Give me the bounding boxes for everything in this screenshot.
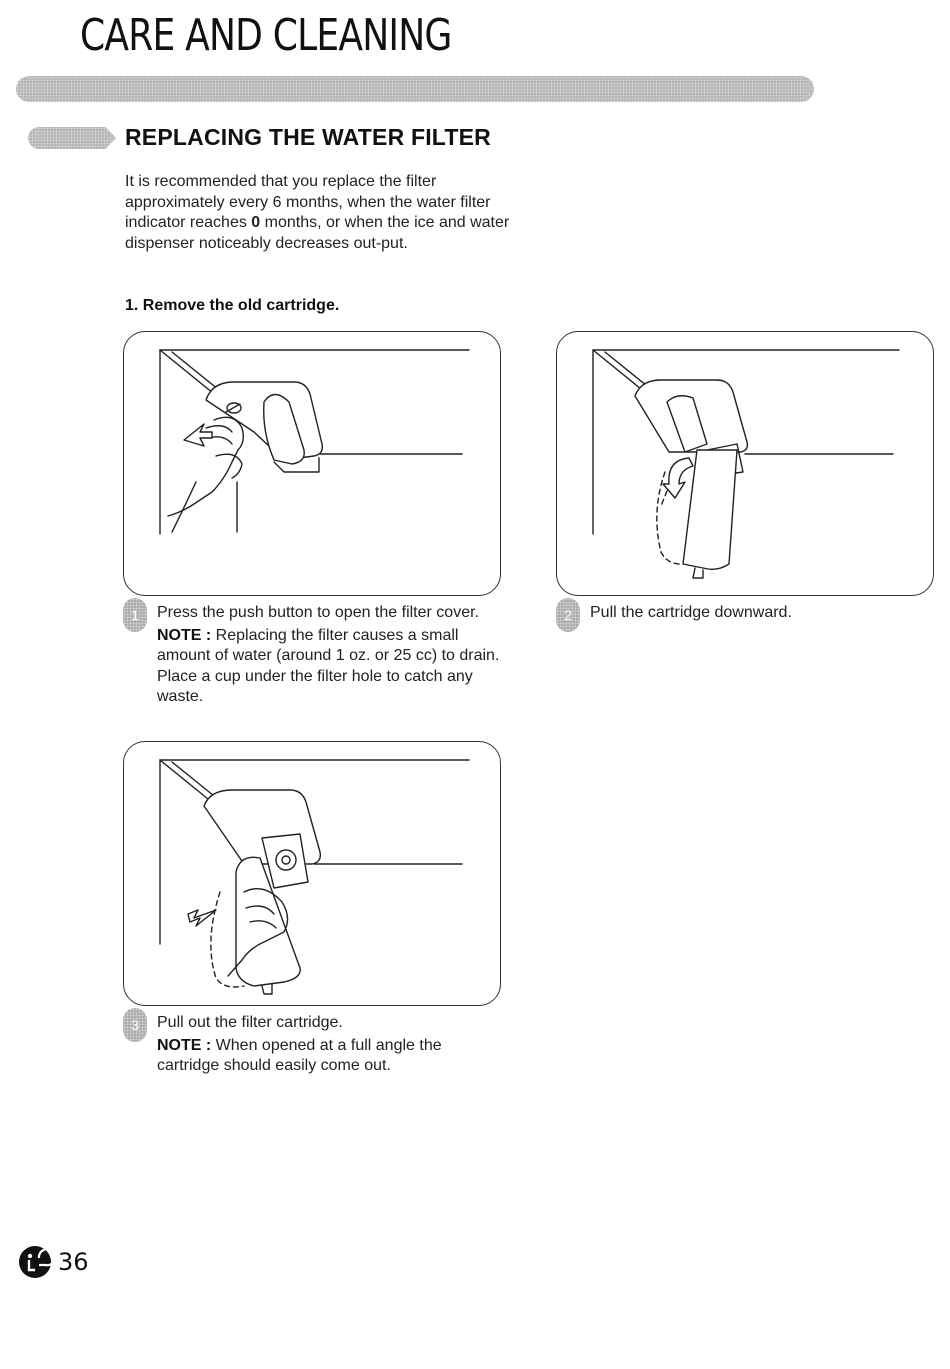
page-number: 36	[58, 1248, 89, 1276]
step-heading: 1. Remove the old cartridge.	[125, 297, 340, 314]
step-number-badge: 3	[123, 1008, 147, 1042]
figure-3-frame	[123, 741, 501, 1006]
step-1-note: NOTE : Replacing the filter causes a small amount of water (around 1 oz. or 25 cc) to drain. Place a cup under the filter hole to catch any waste.	[157, 626, 500, 705]
intro-paragraph: It is recommended that you replace the filter approximately every 6 months, when the water filter indicator reaches 0 months, or when the ice and water dispenser noticeably decreases out-put.	[125, 173, 510, 252]
lg-logo-icon	[18, 1245, 52, 1279]
step-2	[556, 598, 936, 632]
step-1	[123, 598, 503, 708]
step-number-badge: 1	[123, 598, 147, 632]
section-marker	[28, 127, 116, 149]
step-3	[123, 1008, 503, 1077]
figure-1-illustration	[124, 332, 500, 595]
step-1-caption: Press the push button to open the filter cover.	[157, 604, 479, 621]
figure-2-illustration	[557, 332, 933, 595]
step-2-caption: Pull the cartridge downward.	[590, 604, 792, 621]
figure-1-frame	[123, 331, 501, 596]
title-divider-bar	[16, 76, 814, 102]
page-footer	[18, 1245, 89, 1279]
figure-3-illustration	[124, 742, 500, 1005]
step-3-note: NOTE : When opened at a full angle the cartridge should easily come out.	[157, 1036, 442, 1074]
step-3-caption: Pull out the filter cartridge.	[157, 1014, 343, 1031]
page-title: CARE AND CLEANING	[80, 10, 452, 61]
figure-2-frame	[556, 331, 934, 596]
step-number-badge: 2	[556, 598, 580, 632]
section-heading: REPLACING THE WATER FILTER	[125, 124, 491, 150]
